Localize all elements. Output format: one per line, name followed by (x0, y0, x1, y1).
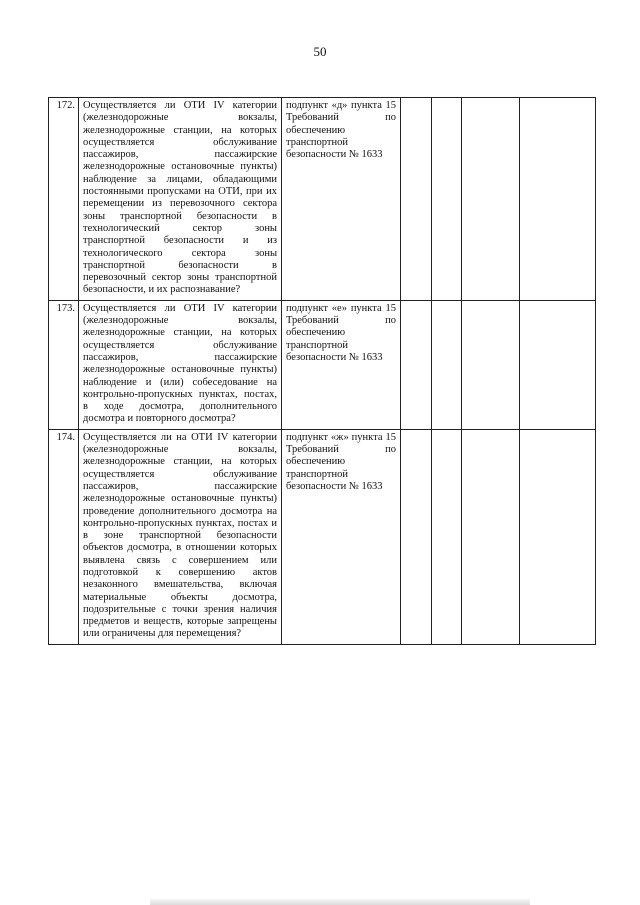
notes-cell (520, 300, 596, 429)
requirement-question: Осуществляется ли на ОТИ IV категории (железнодорожные вокзалы, железнодорожные станции, на которых осуществляется обслуживание пассажиров, пассажирские железнодорожные остановочные пункты) проведение дополнительного досмотра на контрольно-пропускных пунктах, постах и в зоне транспортной безопасности объектов досмотра, в отношении которых выявлена связь с совершением или подготовкой к совершению актов незаконного вмешательства, включая материальные объекты досмотра, подозрительные с точки зрения наличия предметов и веществ, которые запрещены или ограничены для перемещения? (79, 429, 282, 644)
answer-cell-not-applicable (462, 429, 520, 644)
checklist-table (48, 97, 596, 645)
row-number: 172. (49, 98, 79, 301)
row-number: 173. (49, 300, 79, 429)
requirement-question: Осуществляется ли ОТИ IV категории (железнодорожные вокзалы, железнодорожные станции, на которых осуществляется обслуживание пассажиров, пассажирские железнодорожные остановочные пункты) наблюдение за лицами, обладающими постоянными пропусками на ОТИ, при их перемещении из перевозочного сектора зоны транспортной безопасности в технологический сектор зоны транспортной безопасности и из технологического сектора зоны транспортной безопасности в перевозочный сектор зоны транспортной безопасности, и их распознавание? (79, 98, 282, 301)
answer-cell-no (432, 98, 462, 301)
row-number: 174. (49, 429, 79, 644)
scan-edge-shadow (150, 899, 530, 905)
answer-cell-yes (401, 98, 432, 301)
legal-reference: подпункт «ж» пункта 15 Требований по обеспечению транспортной безопасности № 1633 (282, 429, 401, 644)
answer-cell-yes (401, 429, 432, 644)
requirement-question: Осуществляется ли ОТИ IV категории (железнодорожные вокзалы, железнодорожные станции, на которых осуществляется обслуживание пассажиров, пассажирские железнодорожные остановочные пункты) наблюдение и (или) собеседование на контрольно-пропускных пунктах, постах, в ходе досмотра, дополнительного досмотра и повторного досмотра? (79, 300, 282, 429)
answer-cell-not-applicable (462, 98, 520, 301)
answer-cell-no (432, 300, 462, 429)
answer-cell-not-applicable (462, 300, 520, 429)
notes-cell (520, 429, 596, 644)
legal-reference: подпункт «д» пункта 15 Требований по обеспечению транспортной безопасности № 1633 (282, 98, 401, 301)
legal-reference: подпункт «е» пункта 15 Требований по обеспечению транспортной безопасности № 1633 (282, 300, 401, 429)
notes-cell (520, 98, 596, 301)
page-number: 50 (313, 44, 327, 59)
table-row (49, 98, 596, 301)
answer-cell-yes (401, 300, 432, 429)
table-row (49, 300, 596, 429)
table-row (49, 429, 596, 644)
answer-cell-no (432, 429, 462, 644)
